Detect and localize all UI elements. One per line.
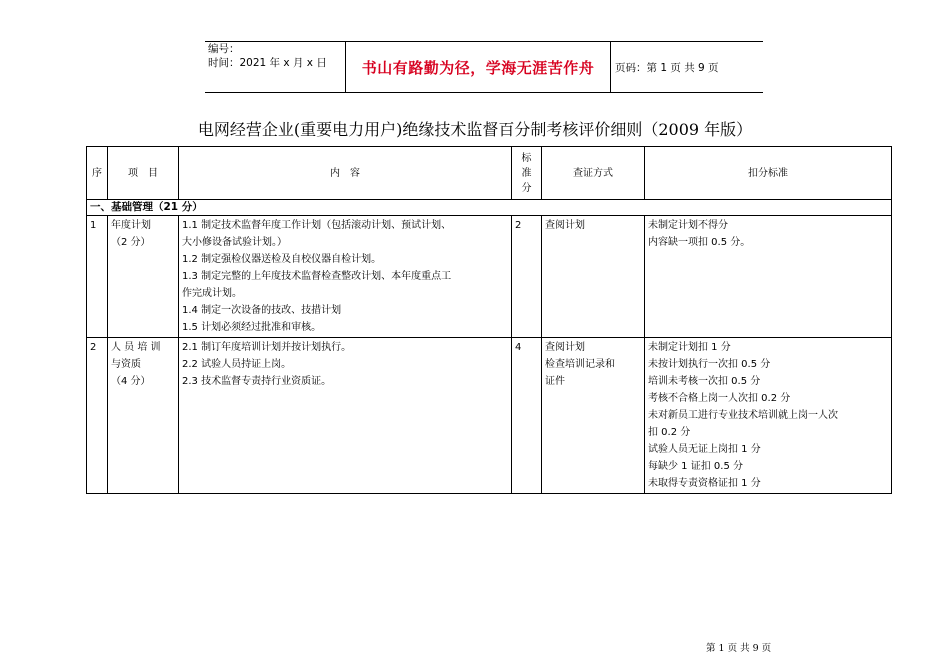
row-item-line: 人 员 培 训 [111, 342, 161, 353]
header-standard-char: 标 [521, 152, 532, 164]
content-line: 2.3 技术监督专责持行业资质证。 [182, 376, 332, 387]
row-standard: 2 [512, 216, 542, 338]
content-line: 1.3 制定完整的上年度技术监督检查整改计划、本年度重点工 [182, 271, 452, 282]
header-motto: 书山有路勤为径，学海无涯苦作舟 [361, 58, 595, 77]
row-item-line: 与资质 [111, 359, 141, 370]
page-footer: 第 1 页 共 9 页 [706, 643, 772, 654]
time-label: 时间：2021 年 x 月 x 日 [208, 57, 327, 69]
content-line: 2.1 制订年度培训计划并按计划执行。 [182, 342, 352, 353]
header-item: 项 目 [108, 147, 179, 200]
deduct-line: 试验人员无证上岗扣 1 分 [648, 444, 761, 455]
row-seq: 2 [87, 338, 108, 494]
row-method [542, 216, 645, 338]
content-line: 2.2 试验人员持证上岗。 [182, 359, 292, 370]
content-line: 大小修设备试验计划。） [182, 237, 287, 248]
deduct-line: 未按计划执行一次扣 0.5 分 [648, 359, 771, 370]
deduct-line: 未取得专责资格证扣 1 分 [648, 478, 761, 489]
deduct-line: 未对新员工进行专业技术培训就上岗一人次 [648, 410, 838, 421]
header-page-code: 页码：第 1 页 共 9 页 [615, 61, 719, 74]
row-item [108, 338, 179, 494]
method-line: 查阅计划 [545, 342, 585, 353]
content-line: 作完成计划。 [182, 288, 242, 299]
document-title: 电网经营企业(重要电力用户)绝缘技术监督百分制考核评价细则（2009 年版） [197, 120, 753, 139]
section-title: 一、基础管理（21 分） [87, 200, 892, 216]
deduct-line: 内容缺一项扣 0.5 分。 [648, 237, 751, 248]
assessment-table [86, 146, 892, 494]
table-row [87, 216, 892, 338]
header-content: 内 容 [179, 147, 512, 200]
header-motto-cell [345, 42, 611, 92]
header-deduct: 扣分标准 [645, 147, 892, 200]
row-deduct [645, 216, 892, 338]
page-header [205, 41, 763, 93]
method-line: 检查培训记录和 [545, 359, 615, 370]
row-method [542, 338, 645, 494]
row-item-line: （4 分） [111, 376, 151, 387]
row-deduct [645, 338, 892, 494]
deduct-line: 未制定计划扣 1 分 [648, 342, 731, 353]
deduct-line: 培训未考核一次扣 0.5 分 [648, 376, 761, 387]
deduct-line: 未制定计划不得分 [648, 220, 728, 231]
header-standard-char: 准 [521, 167, 532, 179]
row-standard: 4 [512, 338, 542, 494]
content-line: 1.1 制定技术监督年度工作计划（包括滚动计划、预试计划、 [182, 220, 452, 231]
row-content [179, 338, 512, 494]
row-item [108, 216, 179, 338]
section-row [87, 200, 892, 216]
row-seq: 1 [87, 216, 108, 338]
number-label: 编号： [208, 43, 240, 55]
header-method: 查证方式 [542, 147, 645, 200]
header-meta [205, 42, 345, 92]
row-item-line: （2 分） [111, 237, 151, 248]
table-header-row [87, 147, 892, 200]
row-item-line: 年度计划 [111, 220, 151, 231]
method-line: 查阅计划 [545, 220, 585, 231]
deduct-line: 考核不合格上岗一人次扣 0.2 分 [648, 393, 791, 404]
row-content [179, 216, 512, 338]
content-line: 1.5 计划必须经过批准和审核。 [182, 322, 322, 333]
deduct-line: 扣 0.2 分 [648, 427, 691, 438]
header-standard [512, 147, 542, 200]
header-seq: 序 [87, 147, 108, 200]
deduct-line: 每缺少 1 证扣 0.5 分 [648, 461, 743, 472]
content-line: 1.4 制定一次设备的技改、技措计划 [182, 305, 342, 316]
header-standard-char: 分 [521, 182, 532, 194]
table-row [87, 338, 892, 494]
content-line: 1.2 制定强检仪器送检及自校仪器自检计划。 [182, 254, 382, 265]
method-line: 证件 [545, 376, 565, 387]
